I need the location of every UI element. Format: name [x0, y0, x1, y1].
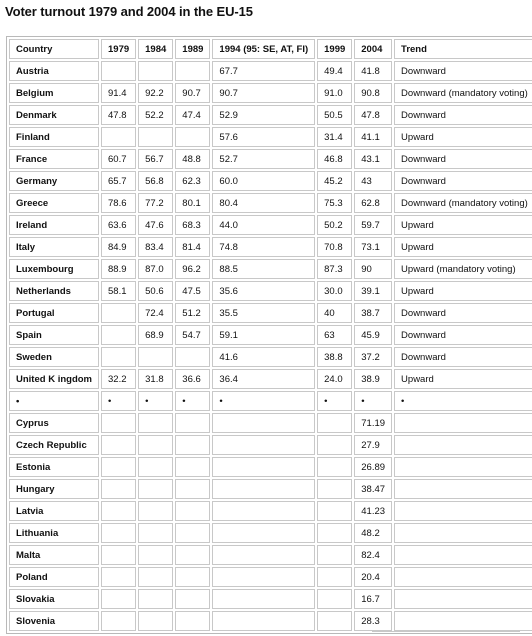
cell-1979: 60.7 [101, 149, 136, 169]
cell-1999: 38.8 [317, 347, 352, 367]
country-cell: Austria [9, 61, 99, 81]
cell-1989: 62.3 [175, 171, 210, 191]
table-row [9, 457, 532, 477]
cell-1989: 80.1 [175, 193, 210, 213]
cell-1984 [138, 61, 173, 81]
cell-1999 [317, 611, 352, 631]
table-row [9, 281, 532, 301]
table-row [9, 193, 532, 213]
cell-2004: 20.4 [354, 567, 392, 587]
country-cell: Poland [9, 567, 99, 587]
cell-2004: 59.7 [354, 215, 392, 235]
cell-1994: 57.6 [212, 127, 315, 147]
cell-2004: 41.8 [354, 61, 392, 81]
country-cell: Germany [9, 171, 99, 191]
column-header-2004: 2004 [354, 39, 392, 59]
cell-trend: Upward [394, 281, 532, 301]
cell-1979 [101, 523, 136, 543]
table-row [9, 567, 532, 587]
cell-trend: Downward [394, 325, 532, 345]
country-cell: Greece [9, 193, 99, 213]
country-cell: Malta [9, 545, 99, 565]
cell-1989: 68.3 [175, 215, 210, 235]
cell-1989: • [175, 391, 210, 411]
cell-1999 [317, 523, 352, 543]
cell-1984 [138, 589, 173, 609]
cell-1994 [212, 523, 315, 543]
cell-1979 [101, 347, 136, 367]
country-cell: • [9, 391, 99, 411]
cell-1984 [138, 435, 173, 455]
country-cell: Estonia [9, 457, 99, 477]
country-cell: Spain [9, 325, 99, 345]
cell-trend: Downward [394, 347, 532, 367]
column-header-1989: 1989 [175, 39, 210, 59]
country-cell: Luxembourg [9, 259, 99, 279]
cell-1999: 63 [317, 325, 352, 345]
cell-1994 [212, 545, 315, 565]
cell-1984: 56.7 [138, 149, 173, 169]
cell-1979: 47.8 [101, 105, 136, 125]
table-row [9, 83, 532, 103]
cell-trend [394, 479, 532, 499]
cell-1984 [138, 501, 173, 521]
column-header-1979: 1979 [101, 39, 136, 59]
cell-1999: 75.3 [317, 193, 352, 213]
cell-trend: Upward [394, 369, 532, 389]
cell-1984: 87.0 [138, 259, 173, 279]
column-header-country: Country [9, 39, 99, 59]
cell-1989: 96.2 [175, 259, 210, 279]
cell-1984: 92.2 [138, 83, 173, 103]
cell-1989: 36.6 [175, 369, 210, 389]
cell-1979 [101, 589, 136, 609]
cell-trend: Upward (mandatory voting) [394, 259, 532, 279]
cell-1999: • [317, 391, 352, 411]
cell-1989 [175, 545, 210, 565]
cell-1984 [138, 347, 173, 367]
cell-1984: 72.4 [138, 303, 173, 323]
table-row [9, 479, 532, 499]
table-row [9, 127, 532, 147]
cell-1979: 58.1 [101, 281, 136, 301]
country-cell: Finland [9, 127, 99, 147]
cell-1984 [138, 457, 173, 477]
table-row [9, 545, 532, 565]
cell-1979 [101, 61, 136, 81]
cell-1989 [175, 61, 210, 81]
cell-trend: Downward [394, 171, 532, 191]
cell-trend: • [394, 391, 532, 411]
cell-1999: 49.4 [317, 61, 352, 81]
cell-1999: 45.2 [317, 171, 352, 191]
cell-1979 [101, 303, 136, 323]
cell-1989 [175, 611, 210, 631]
cell-trend: Downward (mandatory voting) [394, 193, 532, 213]
cell-trend [394, 567, 532, 587]
cell-1989: 90.7 [175, 83, 210, 103]
cell-1984: 47.6 [138, 215, 173, 235]
cell-1984 [138, 545, 173, 565]
cell-1994: 36.4 [212, 369, 315, 389]
cell-1989 [175, 457, 210, 477]
cell-1999 [317, 589, 352, 609]
cell-1999 [317, 413, 352, 433]
cell-1984 [138, 567, 173, 587]
cell-trend [394, 523, 532, 543]
table-row [9, 347, 532, 367]
table-row [9, 303, 532, 323]
cell-1994: 90.7 [212, 83, 315, 103]
cell-1994: 41.6 [212, 347, 315, 367]
cell-2004: 71.19 [354, 413, 392, 433]
cell-1989 [175, 501, 210, 521]
cell-2004: 90 [354, 259, 392, 279]
header-row [9, 39, 532, 59]
country-cell: Belgium [9, 83, 99, 103]
cell-1999: 70.8 [317, 237, 352, 257]
cell-trend: Upward [394, 127, 532, 147]
table-row [9, 435, 532, 455]
cell-1989 [175, 567, 210, 587]
country-cell: Portugal [9, 303, 99, 323]
cell-1979: 32.2 [101, 369, 136, 389]
cell-2004: 43.1 [354, 149, 392, 169]
cell-1994: 44.0 [212, 215, 315, 235]
country-cell: Netherlands [9, 281, 99, 301]
cell-trend: Downward [394, 303, 532, 323]
cell-1999: 31.4 [317, 127, 352, 147]
cell-1999: 24.0 [317, 369, 352, 389]
cell-2004: 73.1 [354, 237, 392, 257]
country-cell: Czech Republic [9, 435, 99, 455]
cell-1994: 52.7 [212, 149, 315, 169]
cell-1989 [175, 589, 210, 609]
table-row [9, 501, 532, 521]
cell-1999 [317, 435, 352, 455]
cell-trend: Upward [394, 215, 532, 235]
country-cell: Ireland [9, 215, 99, 235]
cell-1994 [212, 589, 315, 609]
cell-trend: Downward [394, 149, 532, 169]
cell-1994: 67.7 [212, 61, 315, 81]
cell-1979 [101, 479, 136, 499]
cell-1984 [138, 611, 173, 631]
page-title: Voter turnout 1979 and 2004 in the EU-15 [5, 4, 253, 19]
table-row [9, 523, 532, 543]
cell-1999: 30.0 [317, 281, 352, 301]
cell-trend: Downward (mandatory voting) [394, 83, 532, 103]
cell-2004: 82.4 [354, 545, 392, 565]
cell-1979: 84.9 [101, 237, 136, 257]
cell-1979: 78.6 [101, 193, 136, 213]
cell-1984 [138, 127, 173, 147]
country-cell: Hungary [9, 479, 99, 499]
cell-1979 [101, 567, 136, 587]
cell-1989: 51.2 [175, 303, 210, 323]
divider-line [372, 631, 520, 632]
cell-2004: 28.3 [354, 611, 392, 631]
table-body [9, 61, 532, 631]
cell-1979 [101, 545, 136, 565]
cell-1979 [101, 413, 136, 433]
country-cell: Sweden [9, 347, 99, 367]
cell-2004: 39.1 [354, 281, 392, 301]
cell-1989: 48.8 [175, 149, 210, 169]
cell-1989: 81.4 [175, 237, 210, 257]
cell-2004: 26.89 [354, 457, 392, 477]
cell-1979: 65.7 [101, 171, 136, 191]
cell-1979: 91.4 [101, 83, 136, 103]
table-row [9, 61, 532, 81]
cell-1994 [212, 611, 315, 631]
cell-1979: 63.6 [101, 215, 136, 235]
turnout-table [7, 37, 532, 633]
cell-1999 [317, 457, 352, 477]
cell-1994: 74.8 [212, 237, 315, 257]
cell-1999 [317, 545, 352, 565]
cell-trend: Downward [394, 105, 532, 125]
cell-1984: 50.6 [138, 281, 173, 301]
cell-1989 [175, 479, 210, 499]
cell-1989 [175, 413, 210, 433]
column-header-1984: 1984 [138, 39, 173, 59]
cell-2004: 90.8 [354, 83, 392, 103]
cell-1979 [101, 611, 136, 631]
cell-1984 [138, 523, 173, 543]
cell-1979 [101, 435, 136, 455]
table-row [9, 215, 532, 235]
cell-1994: • [212, 391, 315, 411]
cell-2004: 41.1 [354, 127, 392, 147]
cell-1984 [138, 479, 173, 499]
cell-1984: 52.2 [138, 105, 173, 125]
cell-1999: 40 [317, 303, 352, 323]
country-cell: Slovakia [9, 589, 99, 609]
cell-trend [394, 589, 532, 609]
table-row [9, 259, 532, 279]
table-row [9, 369, 532, 389]
cell-1989: 54.7 [175, 325, 210, 345]
cell-1979: 88.9 [101, 259, 136, 279]
cell-1989 [175, 127, 210, 147]
cell-2004: 48.2 [354, 523, 392, 543]
cell-1999: 50.2 [317, 215, 352, 235]
cell-1979 [101, 457, 136, 477]
cell-2004: 16.7 [354, 589, 392, 609]
column-header-1994: 1994 (95: SE, AT, FI) [212, 39, 315, 59]
cell-trend: Upward [394, 237, 532, 257]
cell-1984: 83.4 [138, 237, 173, 257]
cell-trend [394, 501, 532, 521]
cell-1999: 46.8 [317, 149, 352, 169]
cell-1999 [317, 479, 352, 499]
table-row [9, 149, 532, 169]
country-cell: United K ingdom [9, 369, 99, 389]
country-cell: Lithuania [9, 523, 99, 543]
table-row [9, 589, 532, 609]
cell-trend [394, 435, 532, 455]
cell-1994 [212, 479, 315, 499]
cell-1979 [101, 501, 136, 521]
cell-2004: 43 [354, 171, 392, 191]
table-row [9, 237, 532, 257]
cell-1999: 91.0 [317, 83, 352, 103]
cell-1994 [212, 457, 315, 477]
cell-2004: 37.2 [354, 347, 392, 367]
cell-1984: • [138, 391, 173, 411]
cell-1994: 52.9 [212, 105, 315, 125]
cell-2004: 38.47 [354, 479, 392, 499]
cell-1989: 47.4 [175, 105, 210, 125]
cell-trend [394, 457, 532, 477]
turnout-table-container [6, 36, 532, 634]
country-cell: Denmark [9, 105, 99, 125]
table-row [9, 413, 532, 433]
cell-1994 [212, 567, 315, 587]
cell-1999 [317, 501, 352, 521]
cell-trend [394, 413, 532, 433]
column-header-trend: Trend [394, 39, 532, 59]
cell-1989: 47.5 [175, 281, 210, 301]
cell-1989 [175, 435, 210, 455]
cell-1999: 87.3 [317, 259, 352, 279]
cell-2004: 38.9 [354, 369, 392, 389]
cell-1989 [175, 347, 210, 367]
country-cell: France [9, 149, 99, 169]
table-header [9, 39, 532, 59]
table-row [9, 105, 532, 125]
cell-1994: 80.4 [212, 193, 315, 213]
cell-2004: 27.9 [354, 435, 392, 455]
cell-2004: 38.7 [354, 303, 392, 323]
cell-trend [394, 611, 532, 631]
cell-2004: 62.8 [354, 193, 392, 213]
cell-1994: 35.5 [212, 303, 315, 323]
country-cell: Latvia [9, 501, 99, 521]
cell-1984: 77.2 [138, 193, 173, 213]
cell-1994: 59.1 [212, 325, 315, 345]
cell-1999 [317, 567, 352, 587]
cell-1979 [101, 127, 136, 147]
cell-2004: • [354, 391, 392, 411]
cell-2004: 45.9 [354, 325, 392, 345]
country-cell: Cyprus [9, 413, 99, 433]
country-cell: Slovenia [9, 611, 99, 631]
cell-trend: Downward [394, 61, 532, 81]
table-row [9, 171, 532, 191]
cell-1994: 35.6 [212, 281, 315, 301]
cell-1979: • [101, 391, 136, 411]
cell-1989 [175, 523, 210, 543]
cell-1994: 60.0 [212, 171, 315, 191]
cell-1994 [212, 501, 315, 521]
cell-1994 [212, 435, 315, 455]
cell-1994: 88.5 [212, 259, 315, 279]
table-row [9, 391, 532, 411]
country-cell: Italy [9, 237, 99, 257]
cell-1979 [101, 325, 136, 345]
cell-trend [394, 545, 532, 565]
cell-1984 [138, 413, 173, 433]
cell-1984: 56.8 [138, 171, 173, 191]
column-header-1999: 1999 [317, 39, 352, 59]
cell-1984: 31.8 [138, 369, 173, 389]
table-row [9, 611, 532, 631]
cell-2004: 47.8 [354, 105, 392, 125]
table-row [9, 325, 532, 345]
cell-1999: 50.5 [317, 105, 352, 125]
cell-1984: 68.9 [138, 325, 173, 345]
cell-2004: 41.23 [354, 501, 392, 521]
cell-1994 [212, 413, 315, 433]
